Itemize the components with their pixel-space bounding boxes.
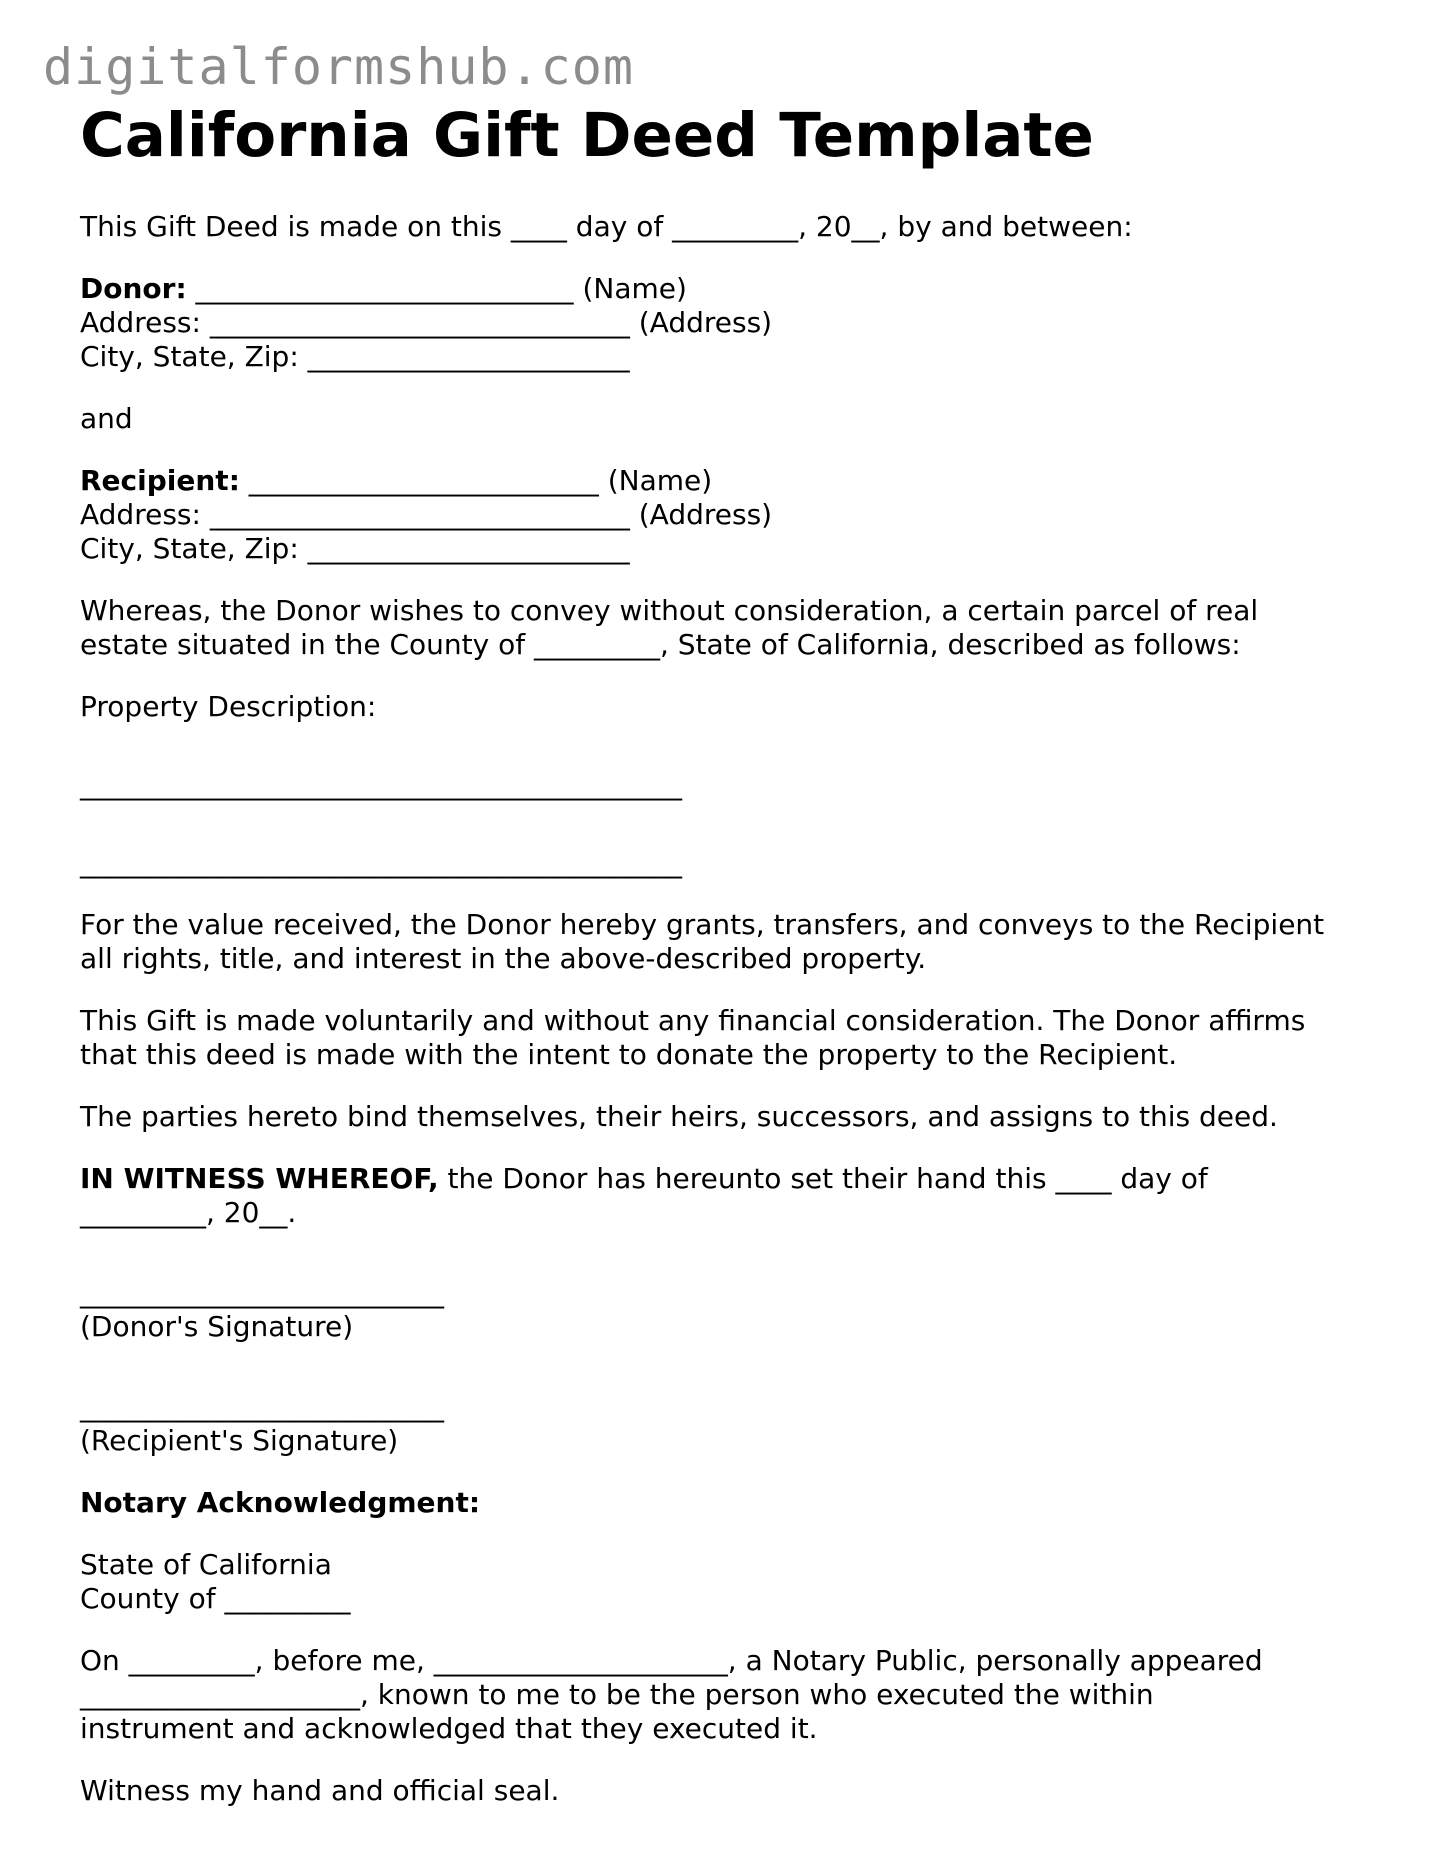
value-clause xyxy=(80,908,1370,976)
intro-paragraph: This Gift Deed is made on this ____ day of _________, 20__, by and between: xyxy=(80,210,1133,243)
recipient-address-line: Address: ______________________________ (Address) xyxy=(80,498,773,531)
notary-line-2: ____________________, known to me to be the person who executed the within xyxy=(80,1678,1154,1711)
recipient-label: Recipient: xyxy=(80,464,240,497)
value-clause-line-1: For the value received, the Donor hereby grants, transfers, and conveys to the Recipient xyxy=(80,908,1325,941)
notary-venue xyxy=(80,1548,1370,1616)
property-description-label: Property Description: xyxy=(80,690,377,723)
value-clause-line-2: all rights, title, and interest in the above-described property. xyxy=(80,942,927,975)
whereas-line-2: estate situated in the County of _________, State of California, described as follows: xyxy=(80,628,1241,661)
witness-clause xyxy=(80,1162,1370,1230)
and-text: and xyxy=(80,402,133,435)
notary-heading: Notary Acknowledgment: xyxy=(80,1486,481,1519)
recipient-block xyxy=(80,464,1370,566)
witness-bold-lead: IN WITNESS WHEREOF, xyxy=(80,1162,439,1195)
notary-county: County of _________ xyxy=(80,1582,351,1615)
property-description-line-1: ___________________________________________ xyxy=(80,768,682,801)
recipient-signature-block xyxy=(80,1390,1370,1458)
bind-clause: The parties hereto bind themselves, their heirs, successors, and assigns to this deed. xyxy=(80,1100,1278,1133)
notary-closing: Witness my hand and official seal. xyxy=(80,1774,560,1807)
whereas-paragraph xyxy=(80,594,1370,662)
recipient-signature-label: (Recipient's Signature) xyxy=(80,1424,399,1457)
donor-address-line: Address: ______________________________ (Address) xyxy=(80,306,773,339)
notary-line-1: On _________, before me, _____________________, a Notary Public, personally appeared xyxy=(80,1644,1263,1677)
voluntary-clause-line-2: that this deed is made with the intent to donate the property to the Recipient. xyxy=(80,1038,1178,1071)
recipient-city-state-zip-line: City, State, Zip: _______________________ xyxy=(80,532,630,565)
document-page xyxy=(80,100,1370,1808)
notary-state: State of California xyxy=(80,1548,332,1581)
document-title: California Gift Deed Template xyxy=(80,100,1094,171)
witness-line-1-rest: the Donor has hereunto set their hand this ____ day of xyxy=(438,1162,1208,1195)
donor-signature-block xyxy=(80,1276,1370,1344)
watermark: digitalformshub.com xyxy=(43,38,634,96)
donor-name-blank: ___________________________ (Name) xyxy=(186,272,687,305)
notary-line-3: instrument and acknowledged that they executed it. xyxy=(80,1712,818,1745)
donor-city-state-zip-line: City, State, Zip: _______________________ xyxy=(80,340,630,373)
voluntary-clause xyxy=(80,1004,1370,1072)
voluntary-clause-line-1: This Gift is made voluntarily and without any financial consideration. The Donor affirms xyxy=(80,1004,1306,1037)
witness-line-2: _________, 20__. xyxy=(80,1196,297,1229)
donor-signature-line: __________________________ xyxy=(80,1276,444,1309)
recipient-name-blank: _________________________ (Name) xyxy=(239,464,713,497)
witness-line-1 xyxy=(80,1162,1370,1196)
donor-block xyxy=(80,272,1370,374)
donor-label: Donor: xyxy=(80,272,187,305)
donor-signature-label: (Donor's Signature) xyxy=(80,1310,354,1343)
recipient-name-line xyxy=(80,464,1370,498)
notary-acknowledgment-paragraph xyxy=(80,1644,1370,1746)
donor-name-line xyxy=(80,272,1370,306)
property-description-line-2: ___________________________________________ xyxy=(80,846,682,879)
recipient-signature-line: __________________________ xyxy=(80,1390,444,1423)
whereas-line-1: Whereas, the Donor wishes to convey without consideration, a certain parcel of real xyxy=(80,594,1259,627)
